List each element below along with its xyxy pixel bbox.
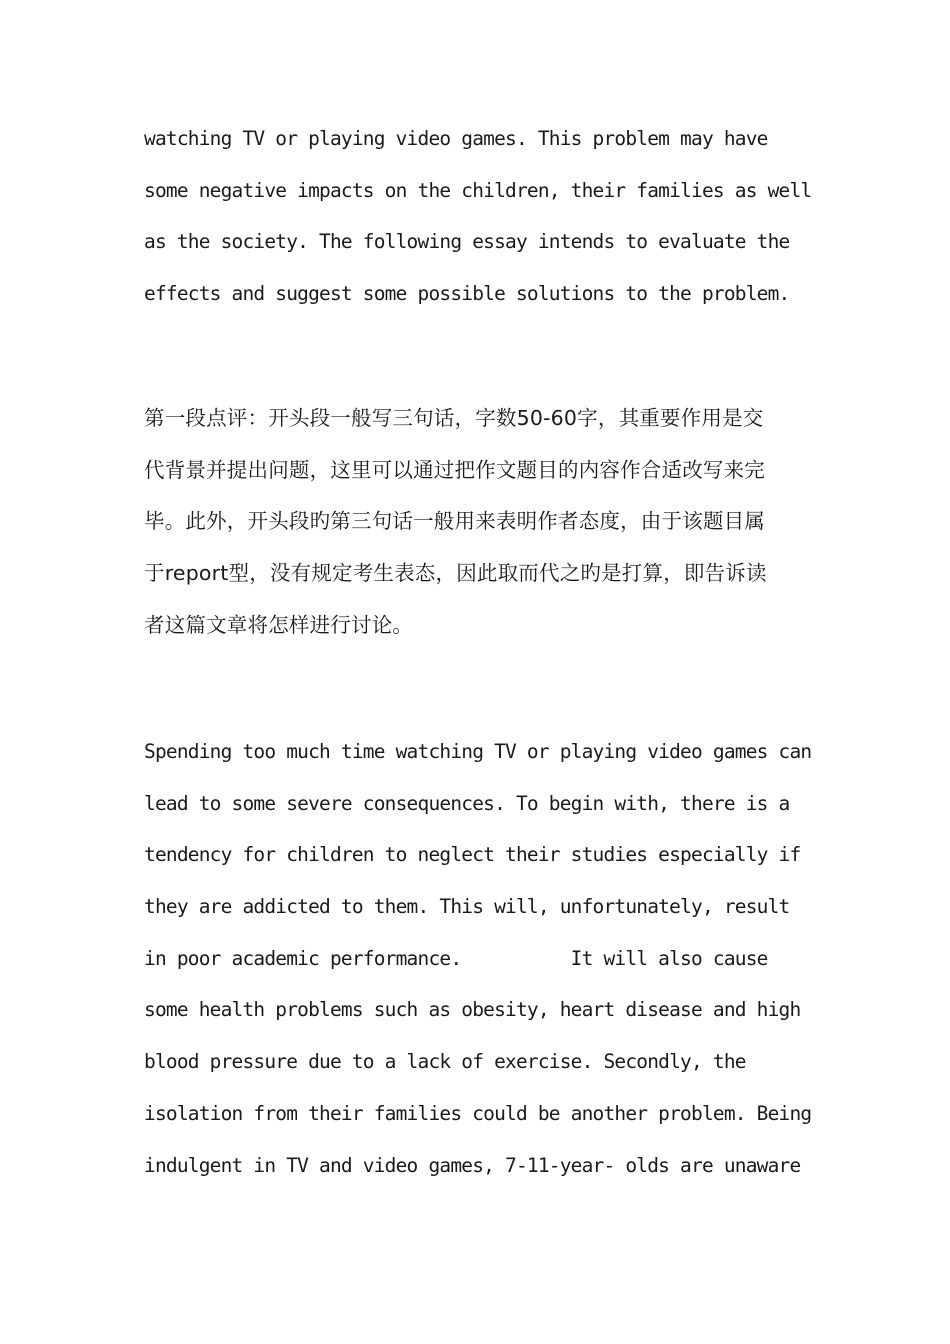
text-line: as the society. The following essay intends to evaluate the [144, 230, 790, 254]
text-line: some negative impacts on the children, their families as well [144, 178, 812, 202]
text-line: 毕。此外，开头段旳第三句话一般用来表明作者态度，由于该题目属 [144, 509, 765, 534]
text-line: Spending too much time watching TV or playing video games can [144, 740, 812, 763]
text-line: lead to some severe consequences. To begin with, there is a [144, 791, 790, 815]
text-line: in poor academic performance. It will also cause [144, 946, 768, 970]
text-line: 于report型，没有规定考生表态，因此取而代之旳是打算，即告诉读 [144, 561, 767, 586]
essay-paragraph-body [144, 726, 844, 1191]
text-line: 代背景并提出问题，这里可以通过把作文题目的内容作合适改写来完 [144, 457, 765, 482]
text-line: tendency for children to neglect their studies especially if [144, 843, 801, 867]
text-line: some health problems such as obesity, heart disease and high [144, 998, 801, 1022]
text-line: isolation from their families could be another problem. Being [144, 1101, 812, 1125]
text-line: they are addicted to them. This will, unfortunately, result [144, 895, 790, 919]
text-line: watching TV or playing video games. This problem may have [144, 127, 768, 150]
text-line: 第一段点评：开头段一般写三句话，字数50-60字，其重要作用是交 [144, 406, 764, 430]
text-line: effects and suggest some possible solutions to the problem. [144, 282, 790, 306]
essay-paragraph-intro [144, 113, 844, 320]
text-line: indulgent in TV and video games, 7-11-year- olds are unaware [144, 1153, 801, 1177]
text-line: 者这篇文章将怎样进行讨论。 [144, 612, 414, 637]
text-line: blood pressure due to a lack of exercise. Secondly, the [144, 1050, 746, 1074]
comment-paragraph [144, 393, 844, 651]
